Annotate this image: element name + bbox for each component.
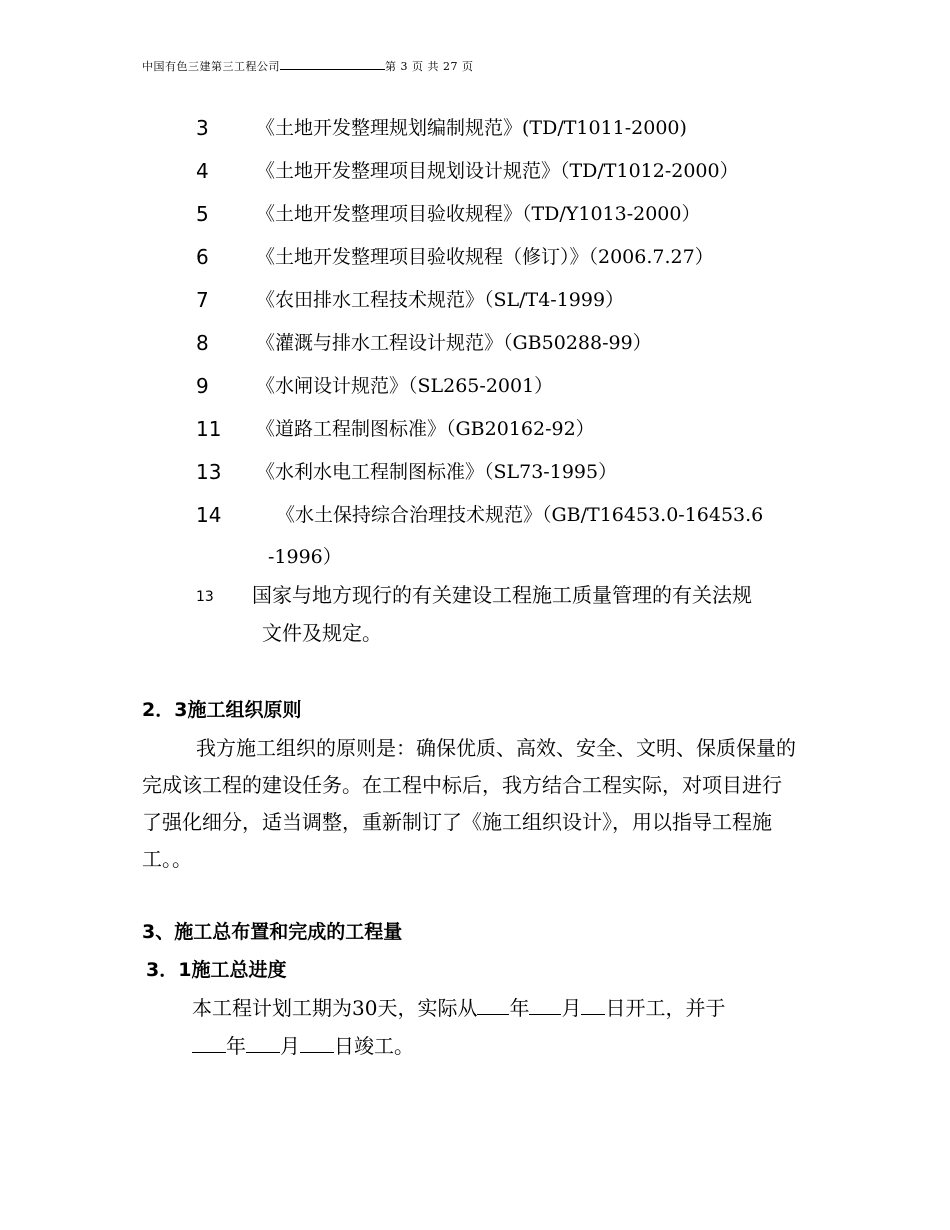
blank-day[interactable] bbox=[300, 1034, 334, 1053]
schedule-text: 日竣工。 bbox=[334, 1034, 414, 1058]
reference-text: 《水闸设计规范》（SL265-2001） bbox=[256, 375, 554, 397]
reference-text: 《土地开发整理项目验收规程》（TD/Y1013-2000） bbox=[256, 203, 701, 225]
reference-text: 《道路工程制图标准》（GB20162-92） bbox=[256, 418, 595, 440]
reference-number: 4 bbox=[196, 159, 209, 183]
reference-number: 8 bbox=[196, 331, 209, 355]
reference-number: 6 bbox=[196, 245, 209, 269]
reference-number: 7 bbox=[196, 288, 209, 312]
reference-text: 《土地开发整理项目规划设计规范》（TD/T1012-2000） bbox=[256, 160, 739, 182]
reference-text: 国家与地方现行的有关建设工程施工质量管理的有关法规 bbox=[252, 583, 752, 607]
header-page-number: 第 3 页 共 27 页 bbox=[385, 60, 474, 73]
header-rule bbox=[280, 59, 385, 70]
reference-number: 3 bbox=[196, 116, 209, 140]
reference-text: 《土地开发整理规划编制规范》(TD/T1011-2000) bbox=[256, 117, 687, 139]
schedule-line-1 bbox=[192, 992, 725, 1021]
schedule-text: 本工程计划工期为30天，实际从 bbox=[192, 996, 478, 1020]
schedule-text: 月 bbox=[280, 1034, 300, 1058]
schedule-text: 年 bbox=[509, 996, 530, 1020]
reference-number: 5 bbox=[196, 202, 209, 226]
blank-year[interactable] bbox=[477, 996, 509, 1015]
blank-month[interactable] bbox=[529, 996, 561, 1015]
reference-number: 14 bbox=[196, 503, 222, 527]
section-heading-3: 3、施工总布置和完成的工程量 bbox=[142, 921, 403, 943]
schedule-line-2 bbox=[192, 1030, 414, 1059]
blank-month[interactable] bbox=[246, 1034, 280, 1053]
reference-text: 《水土保持综合治理技术规范》（GB/T16453.0-16453.6 bbox=[276, 504, 764, 526]
schedule-text: 年 bbox=[226, 1034, 246, 1058]
reference-text-continuation: 文件及规定。 bbox=[262, 621, 382, 645]
reference-text: 《水利水电工程制图标准》（SL73-1995） bbox=[256, 461, 618, 483]
blank-day[interactable] bbox=[581, 996, 605, 1015]
blank-year[interactable] bbox=[192, 1034, 226, 1053]
paragraph-line: 我方施工组织的原则是：确保优质、高效、安全、文明、保质保量的 bbox=[196, 736, 796, 760]
paragraph-line: 工。。 bbox=[142, 847, 192, 871]
reference-number: 11 bbox=[196, 417, 222, 441]
reference-text-continuation: -1996） bbox=[268, 546, 342, 568]
reference-number: 9 bbox=[196, 374, 209, 398]
paragraph-line: 完成该工程的建设任务。在工程中标后，我方结合工程实际，对项目进行 bbox=[142, 773, 782, 797]
reference-text: 《农田排水工程技术规范》（SL/T4-1999） bbox=[256, 289, 625, 311]
section-heading-2-3: 2．3施工组织原则 bbox=[142, 699, 302, 721]
sub-heading-3-1: 3．1施工总进度 bbox=[146, 959, 287, 981]
header-company: 中国有色三建第三工程公司 bbox=[142, 60, 280, 73]
schedule-text: 月 bbox=[561, 996, 582, 1020]
reference-number: 13 bbox=[196, 460, 222, 484]
paragraph-line: 了强化细分，适当调整，重新制订了《施工组织设计》，用以指导工程施 bbox=[142, 810, 772, 834]
reference-number: 13 bbox=[196, 589, 214, 605]
reference-text: 《土地开发整理项目验收规程（修订）》（2006.7.27） bbox=[256, 246, 714, 268]
reference-text: 《灌溉与排水工程设计规范》（GB50288-99） bbox=[256, 332, 652, 354]
schedule-text: 日开工，并于 bbox=[605, 996, 726, 1020]
page-header bbox=[142, 58, 473, 74]
